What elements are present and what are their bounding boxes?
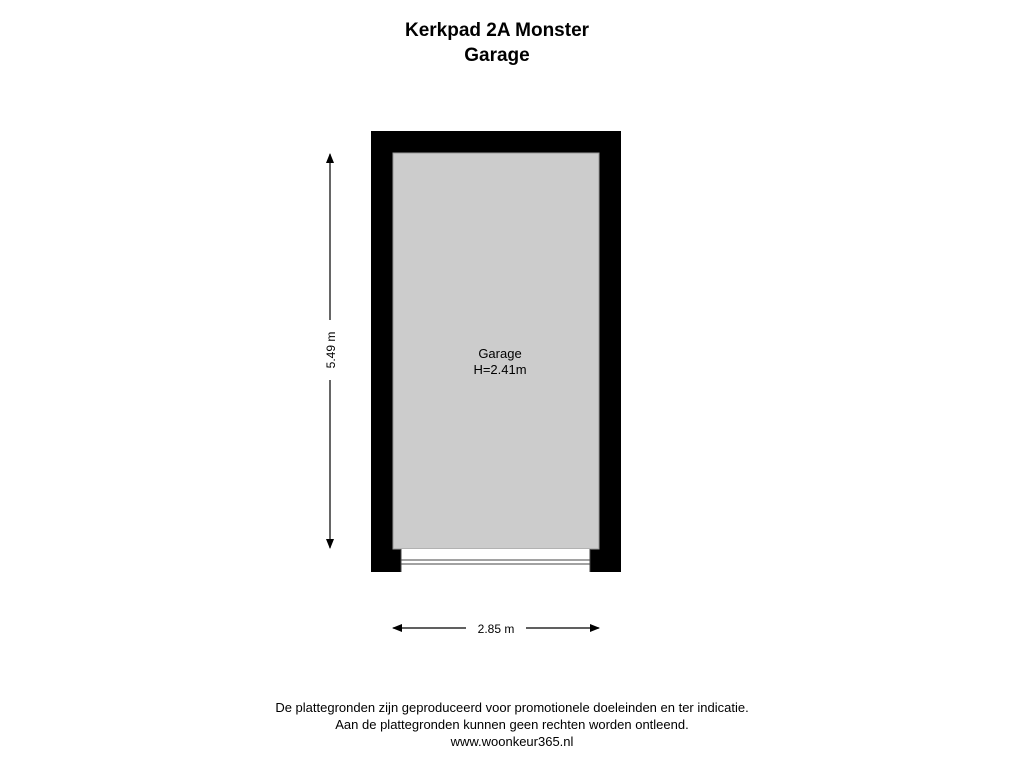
floor-title: Garage — [464, 45, 530, 66]
room-name: Garage — [478, 346, 522, 361]
garage-door — [401, 549, 590, 572]
address-title: Kerkpad 2A Monster — [404, 20, 590, 41]
disclaimer-line-2: Aan de plattegronden kunnen geen rechten worden ontleend. — [335, 717, 689, 732]
width-dimension-label: 2.85 m — [466, 621, 526, 637]
room-height: H=2.41m — [473, 362, 527, 377]
disclaimer-line-1: De plattegronden zijn geproduceerd voor promotionele doeleinden en ter indicatie. — [275, 700, 749, 715]
depth-dimension-label: 5.49 m — [323, 320, 339, 380]
website-link[interactable]: www.woonkeur365.nl — [450, 734, 574, 749]
